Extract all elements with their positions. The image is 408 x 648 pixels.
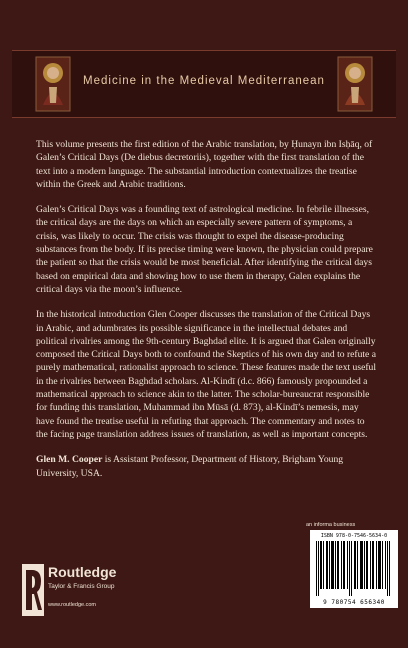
informa-label: an informa business [306,522,356,528]
series-banner [12,50,396,118]
publisher-url: www.routledge.com [48,602,96,608]
series-title: Medicine in the Medieval Mediterranean [83,75,325,87]
blurb-paragraph: In the historical introduction Glen Cooper discusses the translation of the Critical Days in Arabic, and adumbrates its possible significance in the intellectual debates and political rivalries among the 9th-century Baghdad elite. It is argued that Galen originally composed the Critical Days both to confound the Skeptics of his own day and to refute a purely mathematical, rationalist approach to science. These features made the text useful in the rivalries between Baghdad scholars. Al-Kindī (d.c. 866) famously propounded a mathematical approach to science akin to the latter. The scholar-bureaucrat responsible for funding this translation, Muhammad ibn Mūsā (d. 873), al-Kindī’s nemesis, may have found the treatise useful in refuting that approach. The commentary and notes to the facing page translation address issues of translation, as well as important concepts. [36,309,376,440]
blurb [36,138,376,492]
publisher-name: Routledge [48,564,117,580]
author-name: Glen M. Cooper [36,454,103,466]
publisher-logo [22,560,162,620]
blurb-paragraph: This volume presents the first edition of the Arabic translation, by Ḥunayn ibn Isḥāq, of Galen’s Critical Days (De diebus decretoriis), together with the first translation of the text into a modern language. The substantial introduction contextualizes the treatise within the Greek and Arabic traditions. [36,139,373,190]
publisher-group: Taylor & Francis Group [48,583,115,590]
author-description: is Assistant Professor, Department of History, Brigham Young University, USA. [36,454,344,479]
author-bio [36,453,376,480]
isbn-text: ISBN 978-0-7546-5634-0 [320,533,388,539]
barcode-number: 9 780754 656340 [323,599,385,606]
routledge-logo-icon [22,564,44,616]
saint-portrait-icon [336,55,374,113]
isbn-barcode [310,530,398,608]
blurb-paragraph: Galen’s Critical Days was a founding text of astrological medicine. In febrile illnesses, the critical days are the days on which an especially severe pattern of symptoms, a crisis, was likely to occur. The crisis was thought to expel the disease-producing substances from the body. If its precise timing were known, the physician could prepare the patient so that the crisis would be most beneficial. After identifying the critical days based on empirical data and showing how to use them in therapy, Galen explains the critical days via the moon’s influence. [36,204,373,295]
barcode-icon [316,541,392,596]
